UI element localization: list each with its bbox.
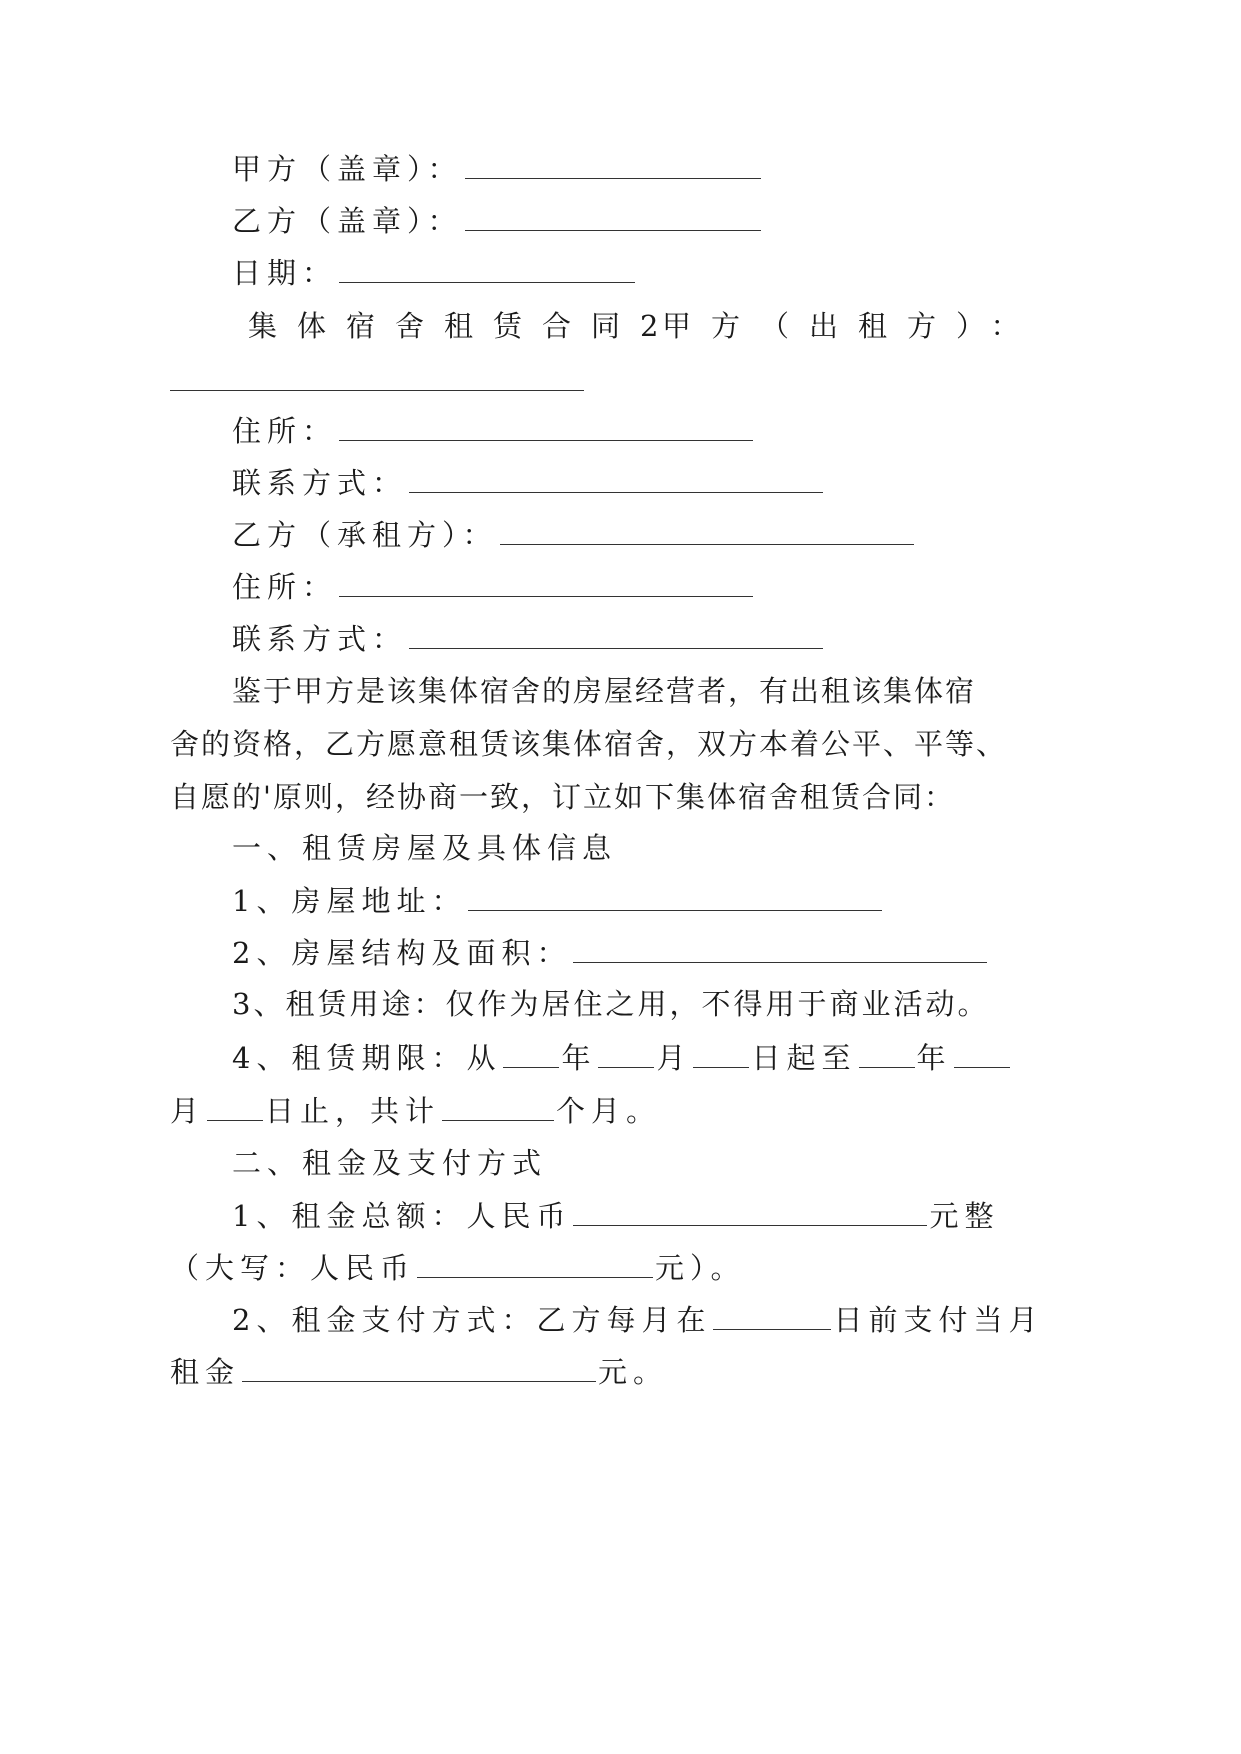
party-b-lessee-blank[interactable] [500, 514, 914, 545]
party-a-contact-label: 联系方式： [232, 466, 408, 500]
party-b-contact-blank[interactable] [409, 618, 823, 649]
party-a-address-line [232, 410, 755, 451]
date-blank[interactable] [339, 252, 635, 283]
house-address-line [232, 880, 884, 921]
house-address-label: 1、房屋地址： [232, 884, 467, 918]
rent-caps-label: （大写：人民币 [170, 1251, 416, 1285]
end-day-blank[interactable] [207, 1090, 263, 1121]
section-2-heading: 二、租金及支付方式 [232, 1146, 548, 1180]
start-year-blank[interactable] [503, 1037, 559, 1068]
intro-line-1: 鉴于甲方是该集体宿舍的房屋经营者，有出租该集体宿 [232, 674, 977, 708]
party-b-address-label: 住所： [232, 570, 338, 604]
party-a-seal-label: 甲方（盖章）： [232, 152, 463, 186]
party-b-address-line [232, 566, 755, 607]
monthly-rent-label: 租金 [170, 1355, 241, 1389]
contract-title: 集体宿舍租赁合同2 [248, 309, 679, 343]
start-day-label: 日起至 [751, 1041, 857, 1075]
party-a-contact-line [232, 462, 825, 503]
monthly-rent-blank[interactable] [242, 1351, 596, 1382]
party-a-address-label: 住所： [232, 414, 338, 448]
lease-term-line [232, 1037, 1012, 1078]
start-day-blank[interactable] [693, 1037, 749, 1068]
party-b-seal-blank[interactable] [465, 200, 761, 231]
lease-term-line-2 [170, 1090, 661, 1131]
rent-caps-blank[interactable] [417, 1247, 653, 1278]
party-a-lessor-blank-line [170, 360, 584, 401]
payment-method-middle: 日前支付当月 [833, 1303, 1044, 1337]
monthly-rent-suffix: 元。 [598, 1355, 669, 1389]
date-line [232, 252, 637, 293]
party-a-seal-line [232, 148, 763, 189]
months-label: 个月。 [556, 1094, 662, 1128]
intro-line-3: 自愿的'原则，经协商一致，订立如下集体宿舍租赁合同： [170, 780, 955, 814]
monthly-rent-line [170, 1351, 668, 1392]
party-a-address-blank[interactable] [339, 410, 753, 441]
payment-day-blank[interactable] [713, 1299, 831, 1330]
party-b-seal-label: 乙方（盖章）： [232, 204, 463, 238]
party-b-seal-line [232, 200, 763, 241]
rent-total-suffix: 元整 [929, 1199, 1000, 1233]
party-b-contact-label: 联系方式： [232, 622, 408, 656]
payment-method-label: 2、租金支付方式：乙方每月在 [232, 1303, 712, 1337]
end-month-blank[interactable] [954, 1037, 1010, 1068]
payment-method-line [232, 1299, 1043, 1340]
party-b-address-blank[interactable] [339, 566, 753, 597]
intro-line-2: 舍的资格，乙方愿意租赁该集体宿舍，双方本着公平、平等、 [170, 727, 1008, 761]
end-month-label: 月 [170, 1094, 206, 1128]
rent-caps-line [170, 1247, 746, 1288]
rent-total-blank[interactable] [573, 1195, 927, 1226]
party-b-contact-line [232, 618, 825, 659]
party-a-contact-blank[interactable] [409, 462, 823, 493]
house-address-blank[interactable] [468, 880, 882, 911]
party-b-lessee-line [232, 514, 916, 555]
party-a-lessor-label: 甲方（出租方）： [662, 309, 1040, 343]
rent-caps-suffix: 元）。 [655, 1251, 746, 1285]
total-months-blank[interactable] [442, 1090, 554, 1121]
end-year-label: 年 [916, 1041, 952, 1075]
house-structure-label: 2、房屋结构及面积： [232, 936, 572, 970]
start-month-label: 月 [656, 1041, 692, 1075]
party-a-lessor-blank[interactable] [170, 360, 584, 391]
house-structure-blank[interactable] [573, 932, 987, 963]
end-year-blank[interactable] [859, 1037, 915, 1068]
party-b-lessee-label: 乙方（承租方）： [232, 518, 498, 552]
section-1-heading: 一、租赁房屋及具体信息 [232, 831, 618, 865]
start-month-blank[interactable] [598, 1037, 654, 1068]
lease-purpose: 3、租赁用途：仅作为居住之用，不得用于商业活动。 [232, 987, 990, 1021]
rent-total-label: 1、租金总额：人民币 [232, 1199, 572, 1233]
party-a-seal-blank[interactable] [465, 148, 761, 179]
start-year-label: 年 [561, 1041, 597, 1075]
end-day-label: 日止，共计 [265, 1094, 441, 1128]
lease-term-prefix: 4、租赁期限：从 [232, 1041, 502, 1075]
rent-total-line [232, 1195, 999, 1236]
house-structure-line [232, 932, 989, 973]
date-label: 日期： [232, 256, 338, 290]
